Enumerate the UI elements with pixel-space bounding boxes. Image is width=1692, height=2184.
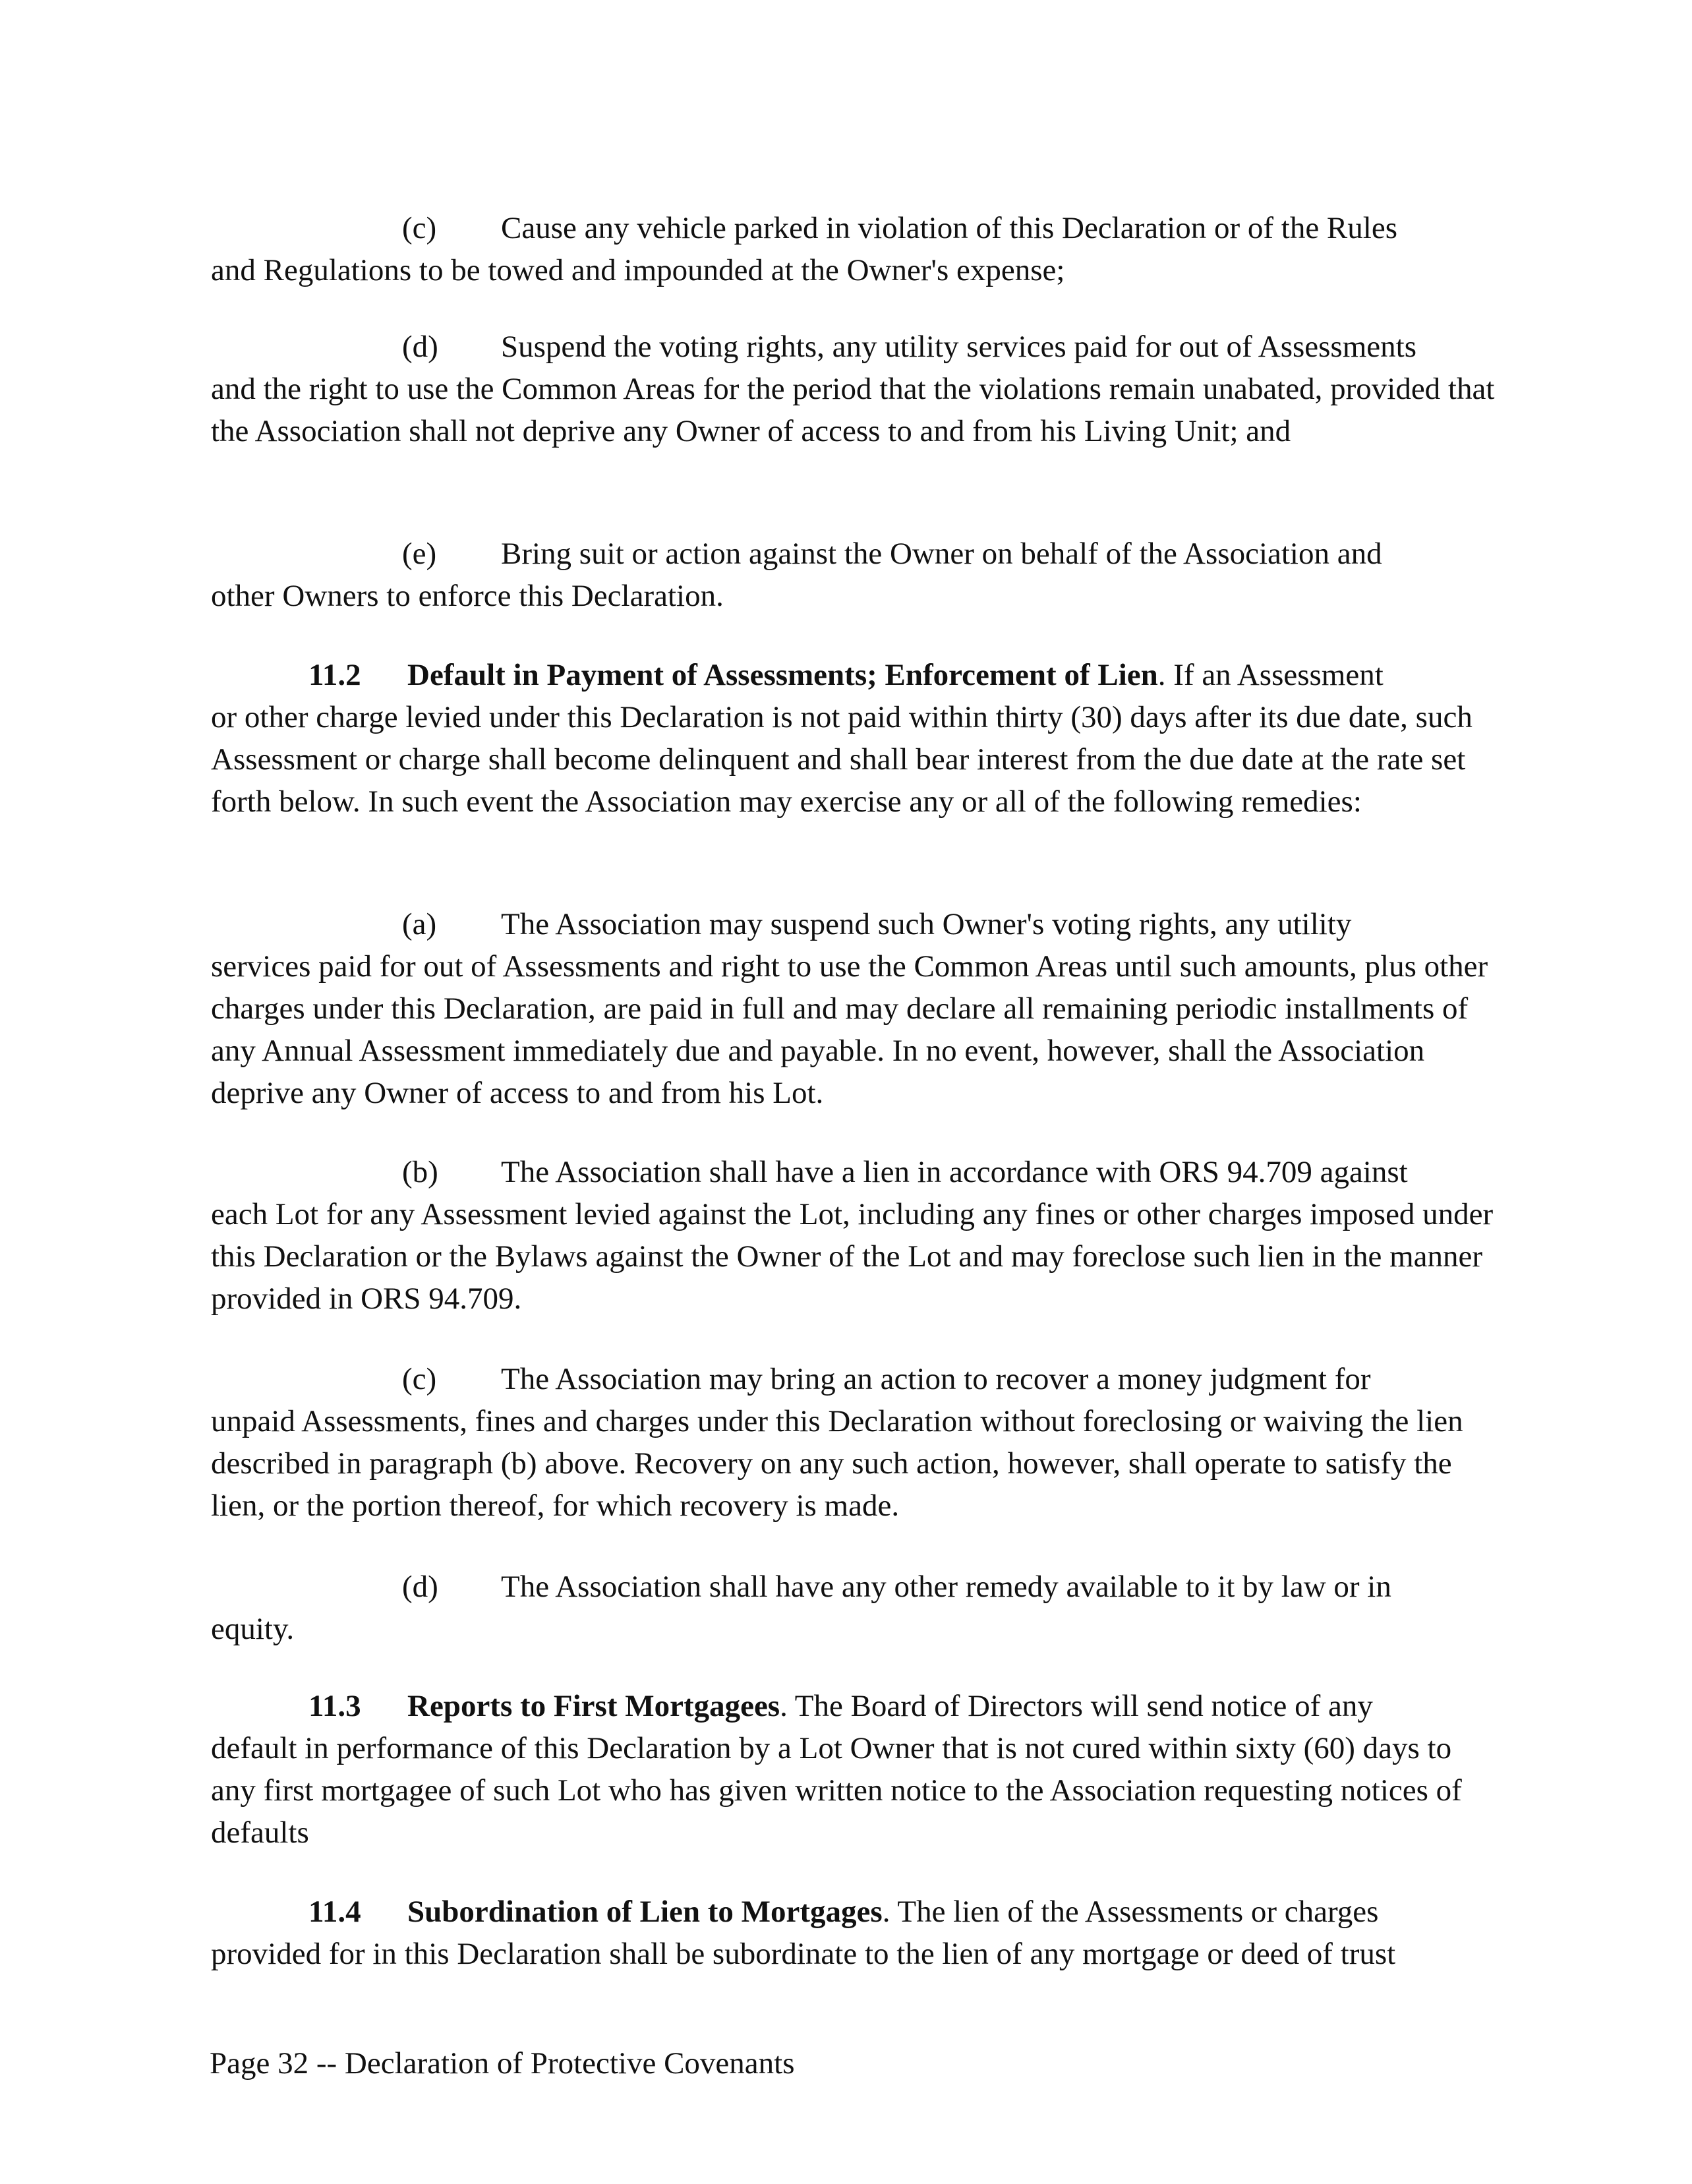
paragraph-11-2-b xyxy=(211,1151,1496,1320)
section-number: 11.2 xyxy=(308,658,361,692)
paragraph-first-line xyxy=(211,1566,1496,1608)
paragraph-e-bring-suit xyxy=(211,533,1496,617)
section-number: 11.4 xyxy=(308,1895,361,1929)
section-heading-line xyxy=(211,654,1496,696)
paragraph-text: unpaid Assessments, fines and charges under this Declaration without foreclosing or waiving the lien described in paragraph (b) above. Recovery on any such action, however, shall operate to satisfy the lien, or the portion thereof, for which recovery is made. xyxy=(211,1404,1463,1523)
paragraph-text: other Owners to enforce this Declaration. xyxy=(211,579,724,613)
paragraph-first-line-text: Bring suit or action against the Owner on behalf of the Association and xyxy=(501,537,1382,571)
section-number: 11.3 xyxy=(308,1689,361,1723)
paragraph-first-line xyxy=(211,1358,1496,1400)
section-title: Reports to First Mortgagees xyxy=(407,1689,780,1723)
section-text: or other charge levied under this Declaration is not paid within thirty (30) days after its due date, such Assessment or charge shall become delinquent and shall bear interest from the due date at the rate set forth below. In such event the Association may exercise any or all of the following remedies: xyxy=(211,700,1473,819)
paragraph-text: each Lot for any Assessment levied against the Lot, including any fines or other charges imposed under this Declaration or the Bylaws against the Owner of the Lot and may foreclose such lien in the manner provided in ORS 94.709. xyxy=(211,1197,1494,1316)
paragraph-first-line-text: Cause any vehicle parked in violation of this Declaration or of the Rules xyxy=(501,211,1397,245)
paragraph-d-suspend-voting xyxy=(211,326,1496,452)
page-footer: Page 32 -- Declaration of Protective Covenants xyxy=(210,2046,795,2081)
paragraph-first-line xyxy=(211,207,1496,249)
paragraph-first-line xyxy=(211,326,1496,368)
section-heading-line xyxy=(211,1891,1496,1933)
paragraph-label: (c) xyxy=(402,211,437,245)
section-heading-tail: . If an Assessment xyxy=(1157,658,1384,692)
section-11-2 xyxy=(211,654,1496,823)
section-heading-tail: . The lien of the Assessments or charges xyxy=(882,1895,1379,1929)
paragraph-11-2-c xyxy=(211,1358,1496,1527)
paragraph-first-line xyxy=(211,1151,1496,1193)
paragraph-text: and Regulations to be towed and impounded at the Owner's expense; xyxy=(211,253,1065,287)
paragraph-first-line xyxy=(211,903,1496,945)
section-heading-line xyxy=(211,1685,1496,1727)
paragraph-label: (e) xyxy=(402,537,437,571)
section-11-3 xyxy=(211,1685,1496,1854)
paragraph-label: (a) xyxy=(402,907,437,941)
paragraph-first-line xyxy=(211,533,1496,575)
paragraph-text: and the right to use the Common Areas for the period that the violations remain unabated, provided that the Association shall not deprive any Owner of access to and from his Living Unit; and xyxy=(211,372,1495,448)
paragraph-text: equity. xyxy=(211,1612,295,1646)
paragraph-11-2-a xyxy=(211,903,1496,1114)
section-heading-tail: . The Board of Directors will send notice of any xyxy=(780,1689,1373,1723)
section-title: Default in Payment of Assessments; Enforcement of Lien xyxy=(407,658,1158,692)
paragraph-label: (d) xyxy=(402,330,438,364)
paragraph-text: services paid for out of Assessments and right to use the Common Areas until such amounts, plus other charges under this Declaration, are paid in full and may declare all remaining periodic installments of any Annual Assessment immediately due and payable. In no event, however, shall the Association deprive any Owner of access to and from his Lot. xyxy=(211,949,1488,1110)
paragraph-label: (b) xyxy=(402,1155,438,1189)
section-title: Subordination of Lien to Mortgages xyxy=(407,1895,883,1929)
section-text: provided for in this Declaration shall be subordinate to the lien of any mortgage or deed of trust xyxy=(211,1937,1396,1971)
paragraph-first-line-text: The Association shall have a lien in accordance with ORS 94.709 against xyxy=(501,1155,1408,1189)
paragraph-label: (d) xyxy=(402,1570,438,1604)
paragraph-first-line-text: Suspend the voting rights, any utility services paid for out of Assessments xyxy=(501,330,1416,364)
paragraph-c-towing xyxy=(211,207,1496,291)
paragraph-first-line-text: The Association may bring an action to recover a money judgment for xyxy=(501,1362,1371,1396)
paragraph-first-line-text: The Association shall have any other remedy available to it by law or in xyxy=(501,1570,1391,1604)
paragraph-11-2-d xyxy=(211,1566,1496,1650)
section-text: default in performance of this Declaration by a Lot Owner that is not cured within sixty (60) days to any first mortgagee of such Lot who has given written notice to the Association requesting notices of defaults xyxy=(211,1731,1462,1850)
paragraph-label: (c) xyxy=(402,1362,437,1396)
paragraph-first-line-text: The Association may suspend such Owner's voting rights, any utility xyxy=(501,907,1352,941)
section-11-4 xyxy=(211,1891,1496,1975)
